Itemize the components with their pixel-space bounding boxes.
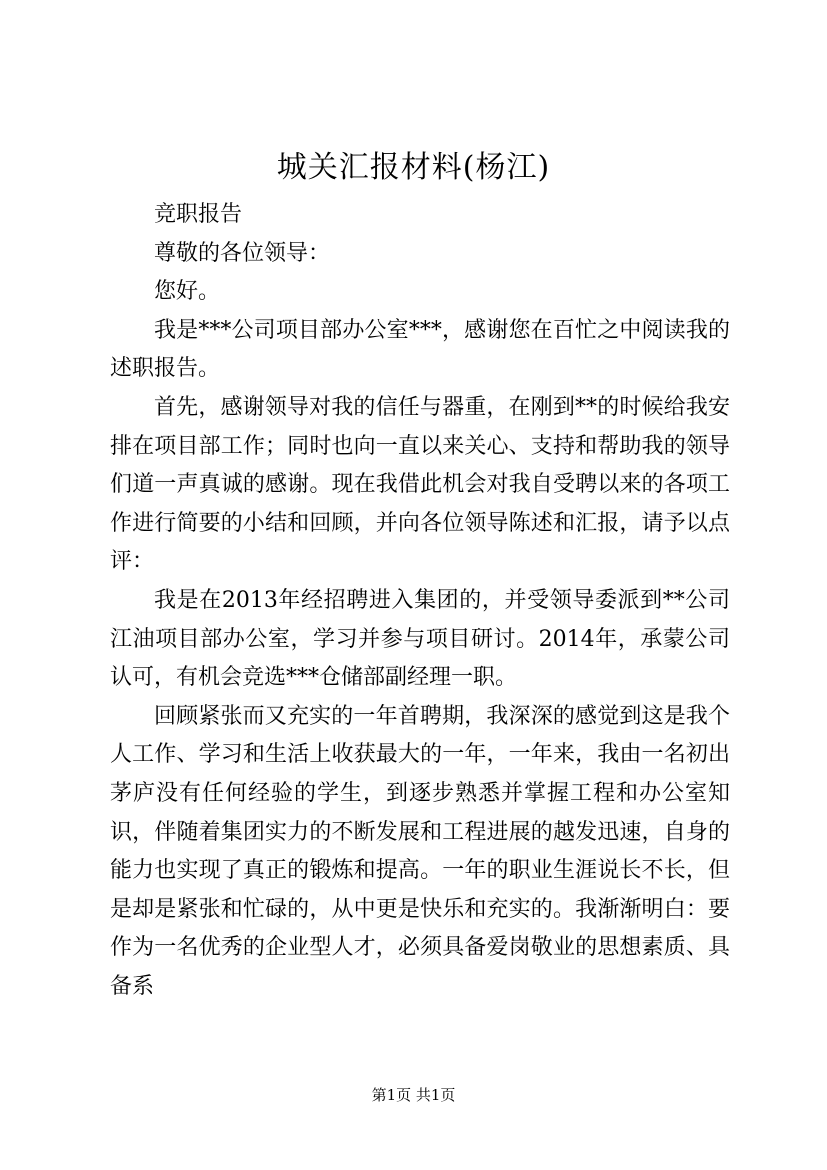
paragraph: 首先，感谢领导对我的信任与器重，在刚到**的时候给我安排在项目部工作；同时也向一直以来关心、支持和帮助我的领导们道一声真诚的感谢。现在我借此机会对我自受聘以来的各项工作进行简要的小结和回顾，并向各位领导陈述和汇报，请予以点评： xyxy=(110,394,730,575)
paragraph: 您好。 xyxy=(154,279,221,305)
paragraph: 尊敬的各位领导： xyxy=(154,240,331,266)
page-footer: 第1页 共1页 xyxy=(371,1086,456,1104)
paragraph: 我是在2013年经招聘进入集团的，并受领导委派到**公司江油项目部办公室，学习并参与项目研讨。2014年，承蒙公司认可，有机会竞选***仓储部副经理一职。 xyxy=(110,587,730,691)
paragraph: 竞职报告 xyxy=(154,202,243,227)
paragraph: 我是***公司项目部办公室***，感谢您在百忙之中阅读我的述职报告。 xyxy=(110,317,730,382)
document-title: 城关汇报材料(杨江) xyxy=(276,150,551,185)
document-body xyxy=(110,196,730,1006)
paragraph: 回顾紧张而又充实的一年首聘期，我深深的感觉到这是我个人工作、学习和生活上收获最大的一年，一年来，我由一名初出茅庐没有任何经验的学生，到逐步熟悉并掌握工程和办公室知识，伴随着集团实力的不断发展和工程进展的越发迅速，自身的能力也实现了真正的锻炼和提高。一年的职业生涯说长不长，但是却是紧张和忙碌的，从中更是快乐和充实的。我渐渐明白：要作为一名优秀的企业型人才，必须具备爱岗敬业的思想素质、具备系 xyxy=(110,703,730,999)
